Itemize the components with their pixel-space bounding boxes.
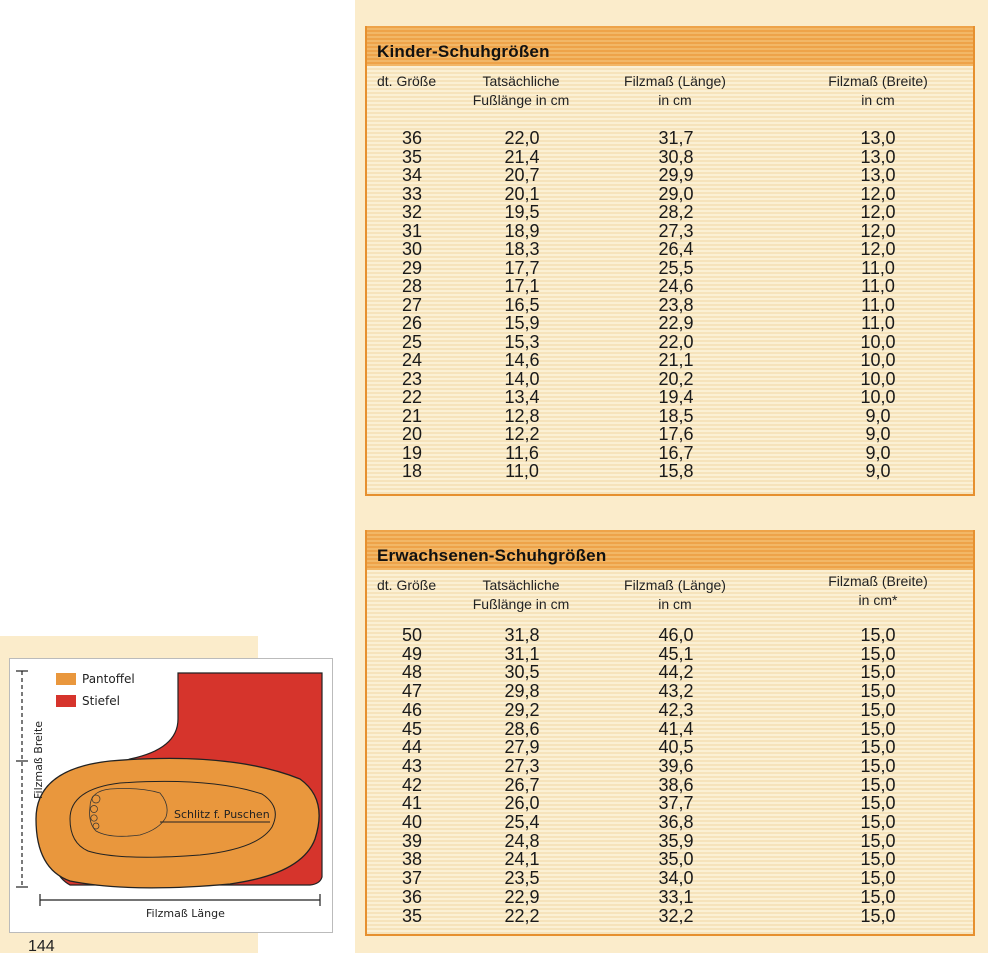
cell-foot-length: 23,5 (504, 868, 540, 889)
cell-size: 26 (401, 313, 423, 333)
cell-felt-width: 15,0 (860, 681, 896, 702)
table-row (367, 626, 973, 644)
cell-felt-length: 32,2 (658, 905, 694, 926)
kinder-header-size: dt. Größe (377, 73, 437, 89)
cell-foot-length: 18,9 (504, 220, 540, 241)
kinder-title-band (367, 26, 973, 66)
table-row (367, 185, 973, 203)
table-row (367, 850, 973, 868)
cell-felt-length: 22,9 (658, 313, 694, 333)
kinder-header-foot-length: Tatsächliche Fußlänge in cm (472, 73, 570, 108)
cell-size: 50 (401, 625, 423, 645)
cell-size: 23 (401, 368, 423, 389)
width-label: Filzmaß Breite (32, 720, 45, 799)
cell-felt-width: 15,0 (860, 718, 896, 739)
cell-foot-length: 12,2 (504, 424, 540, 444)
cell-foot-length: 11,0 (505, 461, 539, 481)
erwachsene-header-felt-length: Filzmaß (Länge) in cm (624, 577, 726, 612)
cell-felt-width: 10,0 (860, 368, 896, 389)
table-row (367, 259, 973, 277)
cell-felt-length: 45,1 (658, 643, 694, 664)
cell-felt-length: 18,5 (658, 405, 694, 426)
cell-foot-length: 15,3 (504, 331, 540, 352)
pantoffel-legend-label: Pantoffel (82, 672, 135, 686)
cell-foot-length: 26,0 (504, 793, 540, 814)
cell-foot-length: 25,4 (504, 812, 540, 832)
cell-felt-width: 9,0 (865, 405, 891, 426)
cell-size: 41 (401, 793, 423, 814)
table-row (367, 296, 973, 314)
cell-size: 24 (401, 350, 423, 370)
cell-size: 34 (401, 165, 423, 185)
table-row (367, 832, 973, 850)
cell-felt-width: 12,0 (860, 239, 896, 259)
table-row (367, 720, 973, 738)
cell-foot-length: 31,1 (504, 643, 540, 664)
erwachsene-header-felt-width: Filzmaß (Breite) in cm* (828, 573, 928, 608)
cell-foot-length: 26,7 (504, 774, 540, 795)
table-row (367, 794, 973, 812)
cell-felt-width: 15,0 (860, 868, 896, 889)
cell-foot-length: 28,6 (504, 718, 540, 739)
cell-felt-width: 15,0 (860, 755, 896, 776)
cell-felt-length: 34,0 (658, 868, 694, 889)
cell-felt-length: 37,7 (658, 793, 694, 814)
cell-felt-length: 24,6 (658, 276, 694, 296)
cell-foot-length: 24,1 (504, 849, 540, 870)
cell-size: 49 (401, 643, 423, 664)
cell-foot-length: 18,3 (504, 239, 540, 259)
cell-size: 21 (401, 405, 423, 426)
cell-size: 28 (401, 276, 423, 296)
cell-felt-length: 26,4 (658, 239, 694, 259)
cell-size: 29 (401, 257, 423, 278)
cell-felt-width: 13,0 (860, 165, 896, 185)
cell-felt-length: 42,3 (658, 699, 694, 720)
table-row (367, 645, 973, 663)
cell-felt-length: 22,0 (658, 331, 694, 352)
cell-size: 39 (401, 830, 423, 851)
page-number: 144 (28, 938, 55, 955)
cell-felt-width: 15,0 (860, 774, 896, 795)
cell-foot-length: 30,5 (504, 662, 540, 683)
cell-felt-length: 43,2 (658, 681, 694, 702)
cell-felt-length: 20,2 (658, 368, 694, 389)
cell-felt-width: 9,0 (865, 424, 891, 444)
cell-foot-length: 15,9 (504, 313, 540, 333)
cell-foot-length: 22,0 (504, 128, 540, 148)
cell-felt-length: 30,8 (658, 146, 694, 167)
table-row (367, 148, 973, 166)
cell-size: 30 (401, 239, 423, 259)
cell-foot-length: 31,8 (504, 625, 540, 645)
cell-felt-length: 23,8 (658, 294, 694, 315)
cell-size: 40 (401, 812, 423, 832)
cell-size: 27 (401, 294, 423, 315)
cell-foot-length: 16,5 (504, 294, 540, 315)
cell-felt-length: 31,7 (658, 128, 694, 148)
table-row (367, 738, 973, 756)
cell-felt-width: 11,0 (861, 294, 895, 315)
cell-felt-length: 35,9 (658, 830, 694, 851)
cell-felt-width: 15,0 (860, 662, 896, 683)
table-row (367, 776, 973, 794)
cell-size: 44 (401, 737, 423, 758)
cell-felt-length: 40,5 (658, 737, 694, 758)
table-row (367, 240, 973, 258)
table-row (367, 907, 973, 925)
cell-felt-width: 13,0 (860, 128, 896, 148)
cell-size: 36 (401, 128, 423, 148)
slit-label: Schlitz f. Puschen (174, 808, 270, 821)
cell-felt-width: 15,0 (860, 643, 896, 664)
table-row (367, 351, 973, 369)
cell-size: 42 (401, 774, 423, 795)
stiefel-legend-label: Stiefel (82, 694, 120, 708)
cell-felt-width: 15,0 (860, 849, 896, 870)
cell-size: 32 (401, 202, 423, 222)
cell-felt-length: 28,2 (658, 202, 694, 222)
table-row (367, 222, 973, 240)
table-row (367, 701, 973, 719)
cell-felt-width: 10,0 (860, 350, 896, 370)
table-row (367, 682, 973, 700)
cell-foot-length: 14,0 (504, 368, 540, 389)
cell-felt-width: 9,0 (865, 442, 891, 463)
kinder-size-table (365, 26, 975, 496)
table-row (367, 407, 973, 425)
table-row (367, 757, 973, 775)
table-row (367, 370, 973, 388)
cell-felt-width: 10,0 (860, 387, 896, 407)
cell-foot-length: 27,3 (504, 755, 540, 776)
cell-felt-width: 15,0 (860, 886, 896, 907)
table-row (367, 333, 973, 351)
table-row (367, 869, 973, 887)
cell-size: 19 (401, 442, 423, 463)
cell-felt-width: 11,0 (861, 276, 895, 296)
cell-size: 33 (401, 183, 423, 204)
cell-size: 45 (401, 718, 423, 739)
cell-felt-length: 29,0 (658, 183, 694, 204)
cell-size: 46 (401, 699, 423, 720)
cell-felt-width: 11,0 (861, 257, 895, 278)
cell-size: 47 (401, 681, 423, 702)
cell-felt-length: 36,8 (658, 812, 694, 832)
cell-felt-width: 15,0 (860, 793, 896, 814)
cell-felt-width: 15,0 (860, 625, 896, 645)
table-row (367, 444, 973, 462)
table-row (367, 314, 973, 332)
cell-foot-length: 24,8 (504, 830, 540, 851)
cell-felt-length: 35,0 (658, 849, 694, 870)
cell-foot-length: 12,8 (504, 405, 540, 426)
cell-size: 48 (401, 662, 423, 683)
kinder-header-felt-length: Filzmaß (Länge) in cm (624, 73, 726, 108)
cell-size: 31 (401, 220, 423, 241)
cell-felt-length: 27,3 (658, 220, 694, 241)
cell-foot-length: 21,4 (504, 146, 540, 167)
cell-foot-length: 20,7 (504, 165, 540, 185)
cell-foot-length: 17,7 (504, 257, 540, 278)
cell-felt-length: 15,8 (658, 461, 694, 481)
cell-foot-length: 29,8 (504, 681, 540, 702)
erwachsene-header-size: dt. Größe (377, 577, 437, 593)
cell-size: 20 (401, 424, 423, 444)
cell-felt-width: 12,0 (860, 202, 896, 222)
cell-felt-width: 15,0 (860, 737, 896, 758)
cell-foot-length: 11,6 (505, 442, 539, 463)
table-row (367, 462, 973, 480)
table-row (367, 813, 973, 831)
cell-felt-width: 12,0 (860, 183, 896, 204)
kinder-header-felt-width: Filzmaß (Breite) in cm (828, 73, 928, 108)
cell-felt-length: 25,5 (658, 257, 694, 278)
cell-size: 25 (401, 331, 423, 352)
cell-felt-width: 15,0 (860, 905, 896, 926)
cell-felt-length: 21,1 (658, 350, 694, 370)
cell-foot-length: 22,2 (504, 905, 540, 926)
erwachsene-table-title: Erwachsenen-Schuhgrößen (377, 546, 607, 565)
cell-foot-length: 22,9 (504, 886, 540, 907)
felt-measure-diagram (9, 658, 333, 933)
cell-felt-width: 13,0 (860, 146, 896, 167)
cell-felt-length: 41,4 (658, 718, 694, 739)
cell-foot-length: 19,5 (504, 202, 540, 222)
cell-felt-width: 10,0 (860, 331, 896, 352)
table-row (367, 277, 973, 295)
cell-size: 38 (401, 849, 423, 870)
cell-foot-length: 27,9 (504, 737, 540, 758)
cell-felt-width: 11,0 (861, 313, 895, 333)
cell-felt-length: 19,4 (658, 387, 694, 407)
cell-felt-length: 17,6 (658, 424, 694, 444)
kinder-table-title: Kinder-Schuhgrößen (377, 42, 550, 61)
cell-felt-length: 46,0 (658, 625, 694, 645)
length-label: Filzmaß Länge (146, 907, 225, 920)
cell-size: 18 (401, 461, 423, 481)
cell-size: 35 (401, 146, 423, 167)
cell-felt-length: 39,6 (658, 755, 694, 776)
table-row (367, 203, 973, 221)
erwachsene-size-table (365, 530, 975, 936)
cell-felt-width: 15,0 (860, 812, 896, 832)
table-row (367, 425, 973, 443)
cell-foot-length: 20,1 (504, 183, 540, 204)
cell-felt-width: 9,0 (865, 461, 891, 481)
cell-size: 37 (401, 868, 423, 889)
pantoffel-shape (36, 758, 319, 887)
stiefel-legend-swatch (56, 695, 76, 707)
cell-felt-length: 38,6 (658, 774, 694, 795)
cell-foot-length: 29,2 (504, 699, 540, 720)
table-row (367, 663, 973, 681)
cell-felt-width: 12,0 (860, 220, 896, 241)
cell-felt-length: 33,1 (658, 886, 694, 907)
cell-felt-width: 15,0 (860, 699, 896, 720)
table-row (367, 166, 973, 184)
cell-felt-length: 29,9 (658, 165, 694, 185)
cell-size: 43 (401, 755, 423, 776)
erwachsene-header-foot-length: Tatsächliche Fußlänge in cm (472, 577, 570, 612)
cell-felt-length: 16,7 (658, 442, 694, 463)
cell-size: 36 (401, 886, 423, 907)
table-row (367, 388, 973, 406)
table-row (367, 888, 973, 906)
cell-foot-length: 17,1 (504, 276, 540, 296)
cell-size: 35 (401, 905, 423, 926)
erwachsene-title-band (367, 530, 973, 570)
pantoffel-legend-swatch (56, 673, 76, 685)
cell-foot-length: 13,4 (504, 387, 540, 407)
cell-foot-length: 14,6 (504, 350, 540, 370)
table-row (367, 129, 973, 147)
cell-felt-width: 15,0 (860, 830, 896, 851)
cell-felt-length: 44,2 (658, 662, 694, 683)
cell-size: 22 (401, 387, 423, 407)
